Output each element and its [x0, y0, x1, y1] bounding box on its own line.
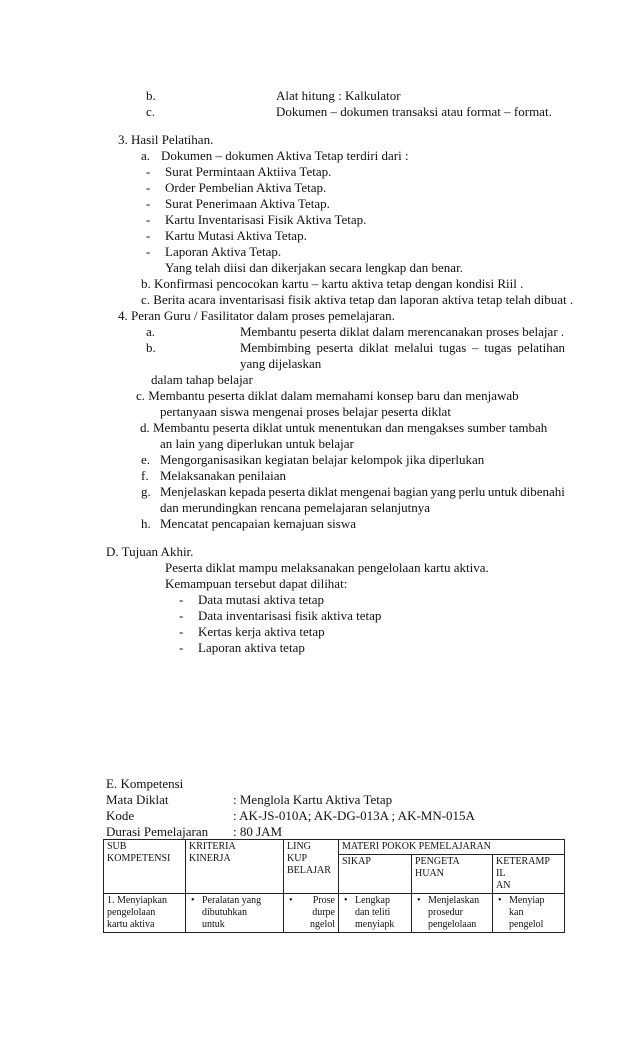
peran-a-text: Membantu peserta diklat dalam merencanakan proses belajar . [240, 324, 565, 339]
cell-line: Peralatan yang [202, 895, 262, 906]
header-line: LING [287, 841, 311, 852]
kompetensi-label: Durasi Pemelajaran [106, 824, 209, 839]
peran-f-label: f. [141, 468, 149, 483]
cell-line: Prose [312, 895, 335, 906]
hasil-item: Laporan Aktiva Tetap. [165, 244, 282, 259]
cell-line: pengelolaan [107, 907, 156, 918]
peran-g-label: g. [141, 484, 151, 499]
word: bagian [393, 484, 428, 499]
word: dibenahi [520, 484, 565, 499]
word: mengenai [340, 484, 391, 499]
hasil-note: Yang telah diisi dan dikerjakan secara lengkap dan benar. [165, 260, 463, 275]
hasil-a-label: a. [141, 148, 151, 163]
cell-line: Menjelaskan [428, 895, 480, 906]
table-row [104, 894, 565, 933]
header-line: KUP [287, 853, 308, 864]
word: tugas [438, 340, 467, 355]
peran-heading: 4. Peran Guru / Fasilitator dalam proses pemelajaran. [118, 308, 395, 323]
word: melalui [394, 340, 434, 355]
header-line: PENGETA [415, 856, 460, 867]
peran-b-line2: yang dijelaskan [240, 356, 322, 371]
word: peserta [268, 484, 306, 499]
alat-c-text: Dokumen – dokumen transaksi atau format – format. [276, 104, 552, 119]
peran-g-line1 [160, 484, 565, 499]
peran-h-label: h. [141, 516, 151, 531]
cell-line: prosedur [428, 907, 463, 918]
word: kepada [229, 484, 266, 499]
kompetensi-label: Kode [106, 808, 135, 823]
cell-line: pengelolaan [428, 919, 477, 930]
hasil-item: Order Pembelian Aktiva Tetap. [165, 180, 327, 195]
word: diklat [307, 484, 338, 499]
hasil-dash: - [146, 212, 151, 227]
header-materi-pokok: MATERI POKOK PEMELAJARAN [339, 840, 565, 855]
cell-line: kartu aktiva [107, 919, 155, 930]
alat-b-letter: b. [146, 88, 156, 103]
header-line: IL [496, 868, 506, 879]
cell-line: dibutuhkan [202, 907, 247, 918]
hasil-a-text: Dokumen – dokumen Aktiva Tetap terdiri dari : [161, 148, 409, 163]
kompetensi-value: : AK-JS-010A; AK-DG-013A ; AK-MN-015A [233, 808, 475, 823]
word: – [472, 340, 479, 355]
cell-line: Menyiap [509, 895, 545, 906]
peran-c-line1: c. Membantu peserta diklat dalam memahami konsep baru dan menjawab [136, 388, 519, 403]
cell-line: Lengkap [355, 895, 390, 906]
hasil-item: Surat Permintaan Aktiiva Tetap. [165, 164, 332, 179]
peran-d-line2: an lain yang diperlukan untuk belajar [160, 436, 354, 451]
cell-line: durpe [312, 907, 335, 918]
header-keterampilan [493, 855, 565, 894]
peran-b-label: b. [146, 340, 156, 355]
tujuan-item: Kertas kerja aktiva tetap [198, 624, 325, 639]
kompetensi-heading: E. Kompetensi [106, 776, 184, 791]
header-line: HUAN [415, 868, 444, 879]
tujuan-dash: - [179, 608, 184, 623]
tujuan-dash: - [179, 592, 184, 607]
peran-f-text: Melaksanakan penilaian [160, 468, 286, 483]
word: tugas [484, 340, 512, 355]
hasil-dash: - [146, 244, 151, 259]
bullet-icon: • [289, 895, 293, 906]
bullet-icon: • [191, 895, 195, 906]
word: Membimbing [240, 340, 311, 355]
kompetensi-table [103, 839, 565, 933]
header-line: BELAJAR [287, 865, 331, 876]
header-line: KOMPETENSI [107, 853, 171, 864]
hasil-c: c. Berita acara inventarisasi fisik aktiva tetap dan laporan aktiva tetap telah dibuat . [141, 292, 574, 307]
header-line: KRITERIA [189, 841, 236, 852]
bullet-icon: • [344, 895, 348, 906]
alat-c-letter: c. [146, 104, 156, 119]
hasil-dash: - [146, 228, 151, 243]
tujuan-dash: - [179, 640, 184, 655]
peran-h-text: Mencatat pencapaian kemajuan siswa [160, 516, 356, 531]
bullet-icon: • [417, 895, 421, 906]
peran-d-line1: d. Membantu peserta diklat untuk menentukan dan mengakses sumber tambah [140, 420, 548, 435]
cell-line: kan [509, 907, 524, 918]
hasil-item: Kartu Inventarisasi Fisik Aktiva Tetap. [165, 212, 367, 227]
header-sikap: SIKAP [339, 855, 412, 894]
kompetensi-value: : Menglola Kartu Aktiva Tetap [233, 792, 393, 807]
cell-line: 1. Menyiapkan [107, 895, 167, 906]
peran-b-line1 [240, 340, 565, 355]
peran-e-text: Mengorganisasikan kegiatan belajar kelompok jika diperlukan [160, 452, 485, 467]
word: untuk [487, 484, 518, 499]
cell-kriteria [186, 894, 284, 933]
cell-line: untuk [202, 919, 225, 930]
tujuan-line1: Peserta diklat mampu melaksanakan pengelolaan kartu aktiva. [165, 560, 489, 575]
peran-e-label: e. [141, 452, 151, 467]
hasil-dash: - [146, 164, 151, 179]
kompetensi-label: Mata Diklat [106, 792, 169, 807]
tujuan-item: Data inventarisasi fisik aktiva tetap [198, 608, 382, 623]
bullet-icon: • [498, 895, 502, 906]
tujuan-dash: - [179, 624, 184, 639]
word: peserta [316, 340, 354, 355]
cell-sub-kompetensi [104, 894, 186, 933]
hasil-item: Surat Penerimaan Aktiva Tetap. [165, 196, 330, 211]
tujuan-item: Data mutasi aktiva tetap [198, 592, 324, 607]
hasil-heading: 3. Hasil Pelatihan. [118, 132, 214, 147]
hasil-item: Kartu Mutasi Aktiva Tetap. [165, 228, 307, 243]
word: pelatihan [517, 340, 565, 355]
header-line: AN [496, 880, 511, 891]
header-line: SUB [107, 841, 127, 852]
word: yang [430, 484, 456, 499]
hasil-dash: - [146, 180, 151, 195]
header-pengetahuan [412, 855, 493, 894]
alat-b-text: Alat hitung : Kalkulator [276, 88, 401, 103]
cell-keterampilan [493, 894, 565, 933]
tujuan-heading: D. Tujuan Akhir. [106, 544, 194, 559]
cell-pengetahuan [412, 894, 493, 933]
peran-g-line2: dan merundingkan rencana pemelajaran selanjutnya [160, 500, 430, 515]
peran-c-line2: pertanyaan siswa mengenai proses belajar peserta diklat [160, 404, 451, 419]
cell-line: menyiapk [355, 919, 395, 930]
kompetensi-value: : 80 JAM [233, 824, 283, 839]
hasil-dash: - [146, 196, 151, 211]
cell-sikap [339, 894, 412, 933]
tujuan-line2: Kemampuan tersebut dapat dilihat: [165, 576, 348, 591]
word: diklat [358, 340, 389, 355]
header-line: KINERJA [189, 853, 231, 864]
header-lingkup-belajar [284, 840, 339, 894]
cell-line: dan teliti [355, 907, 391, 918]
tujuan-item: Laporan aktiva tetap [198, 640, 305, 655]
cell-lingkup [284, 894, 339, 933]
header-kriteria-kinerja [186, 840, 284, 894]
cell-line: ngelol [310, 919, 335, 930]
header-line: KETERAMP [496, 856, 550, 867]
peran-b-line3: dalam tahap belajar [151, 372, 253, 387]
peran-a-label: a. [146, 324, 156, 339]
word: perlu [458, 484, 486, 499]
word: Menjelaskan [160, 484, 227, 499]
cell-line: pengelol [509, 919, 544, 930]
table-header-row [104, 840, 565, 855]
hasil-b: b. Konfirmasi pencocokan kartu – kartu aktiva tetap dengan kondisi Riil . [141, 276, 524, 291]
header-sub-kompetensi [104, 840, 186, 894]
